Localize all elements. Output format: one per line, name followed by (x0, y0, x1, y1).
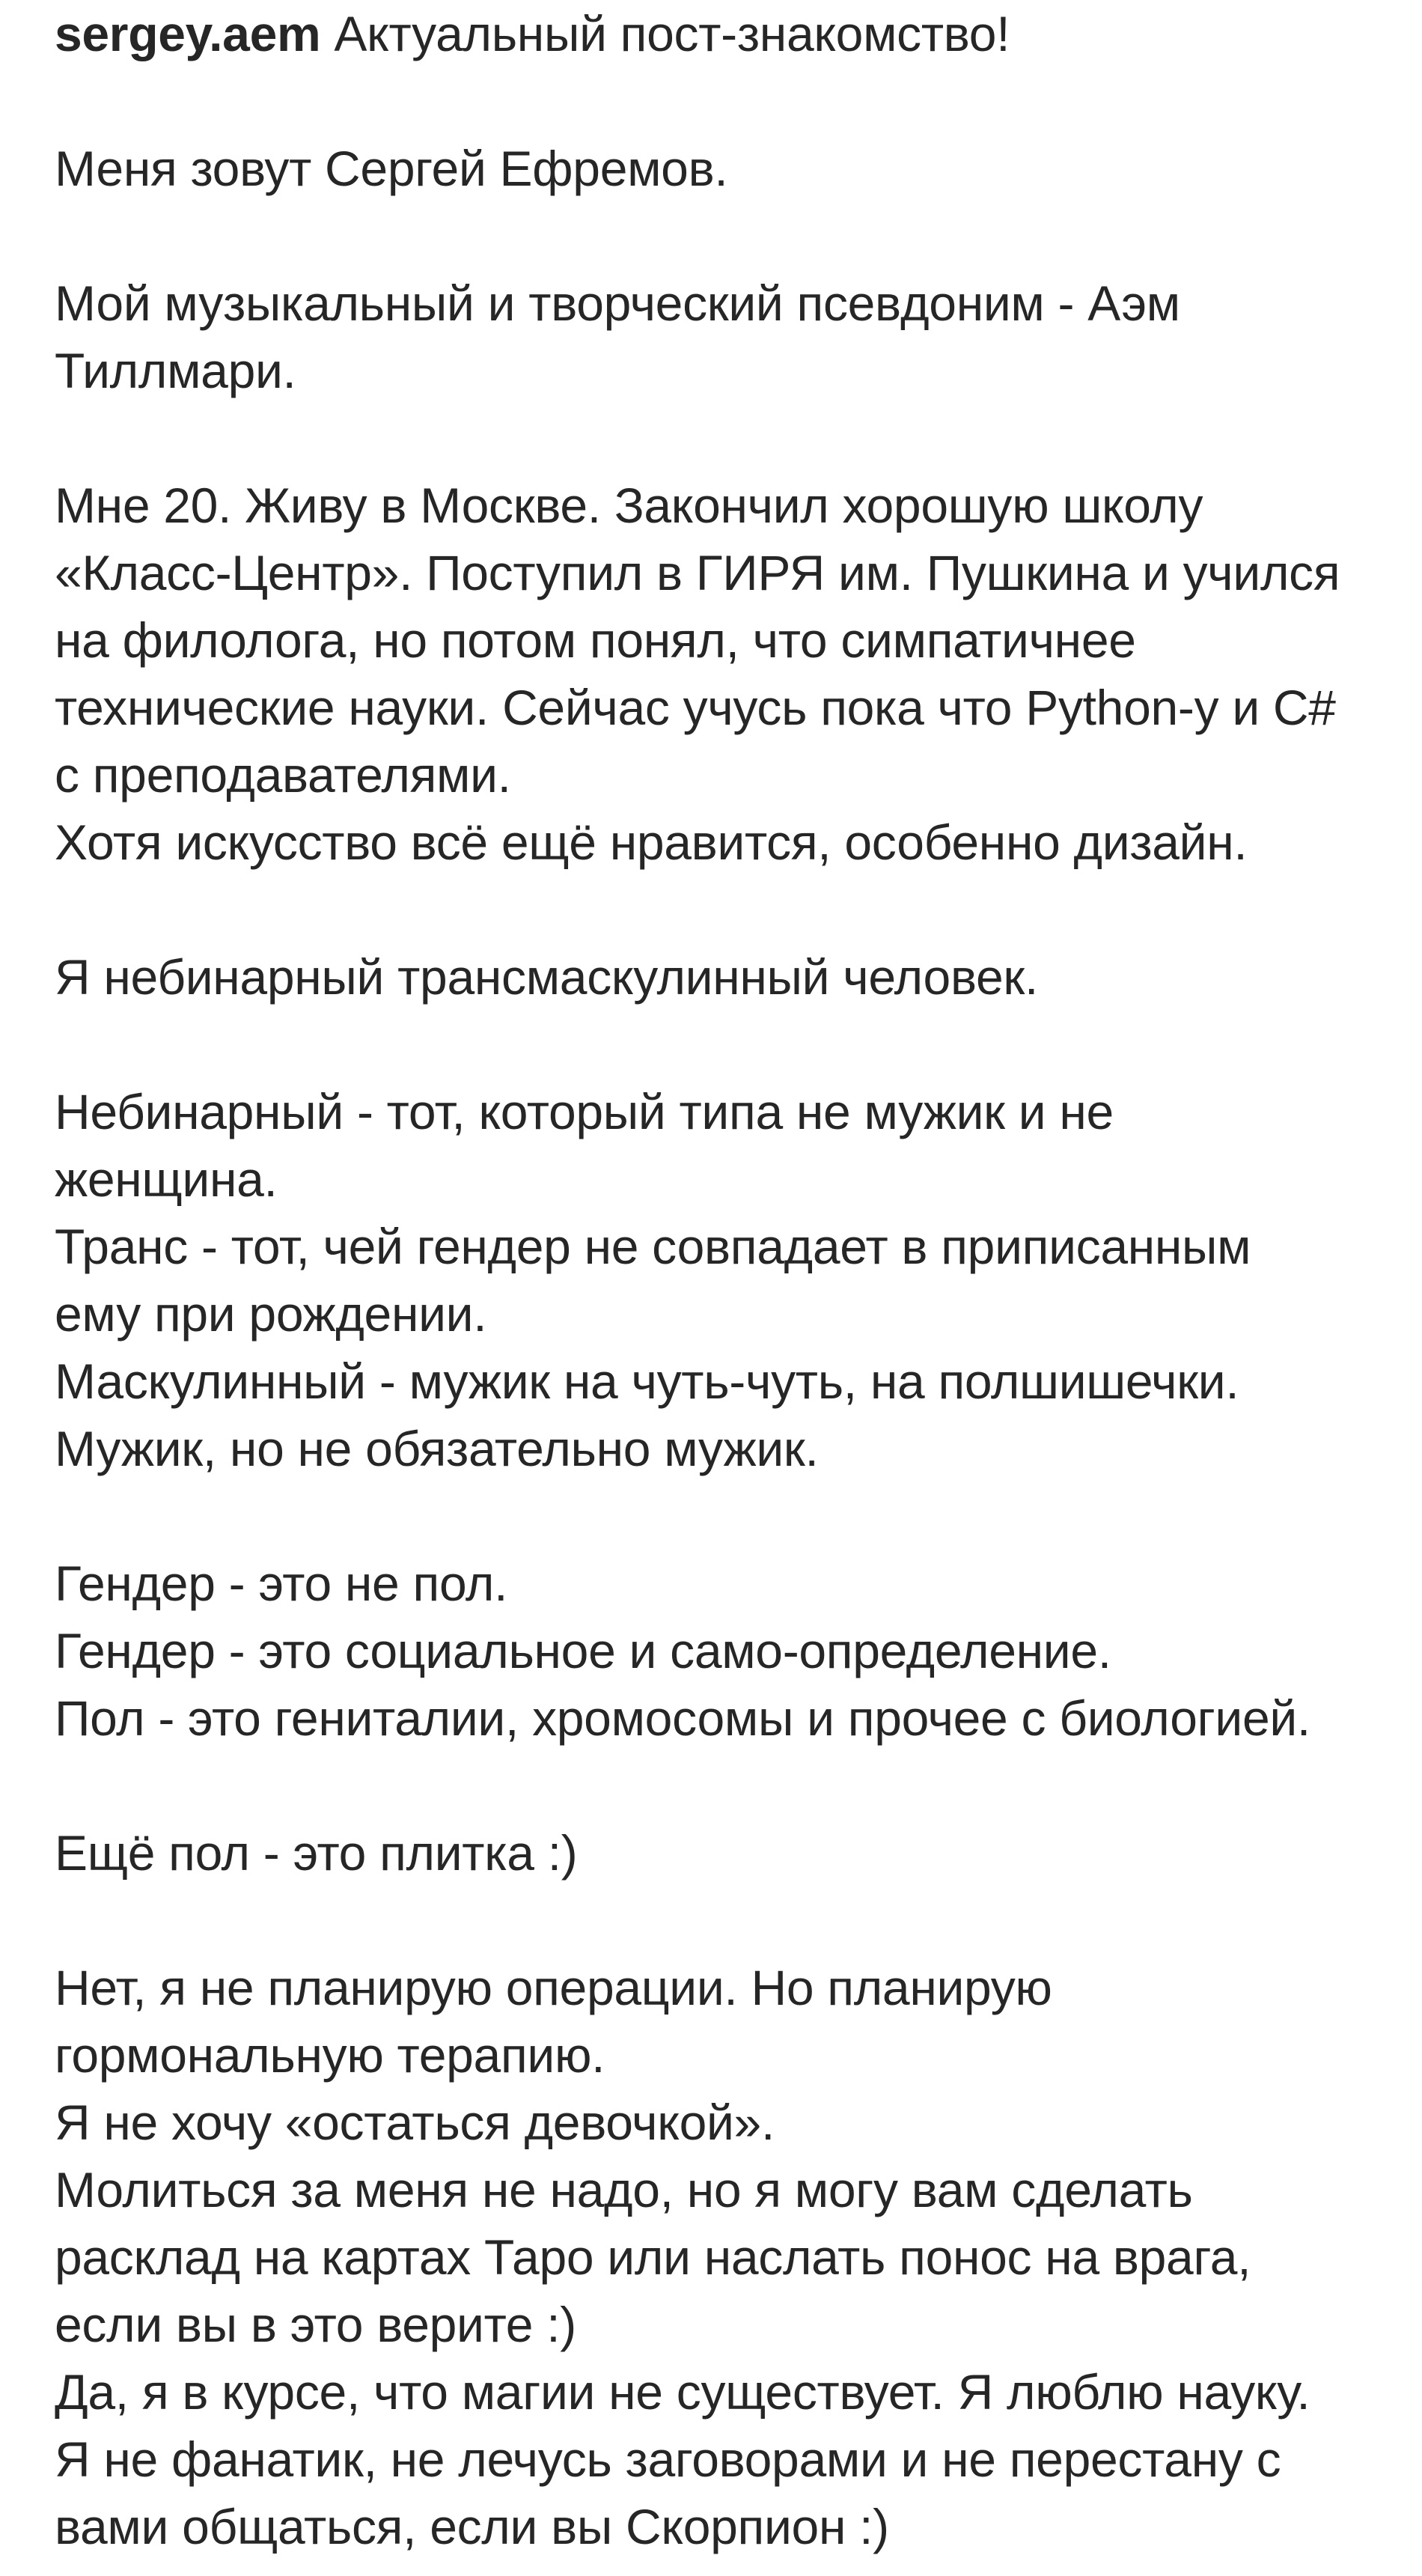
caption-line: вами общаться, если вы Скорпион :) (55, 2499, 889, 2554)
caption-line: Мой музыкальный и творческий псевдоним - Аэм (55, 275, 1180, 331)
caption-line: Я небинарный трансмаскулинный человек. (55, 949, 1038, 1005)
caption-line: Гендер - это социальное и само-определение. (55, 1623, 1111, 1678)
caption-line: Меня зовут Сергей Ефремов. (55, 141, 728, 196)
paragraph-gap (55, 1752, 1402, 1819)
caption-line: Ещё пол - это плитка :) (55, 1825, 578, 1881)
caption-line: ему при рождении. (55, 1286, 487, 1342)
caption-line: технические науки. Сейчас учусь пока что Python-у и C# (55, 680, 1336, 735)
caption-line: Пол - это гениталии, хромосомы и прочее с биологией. (55, 1690, 1310, 1746)
caption-line: Хотя искусство всё ещё нравится, особенно дизайн. (55, 814, 1248, 870)
paragraph-gap (55, 202, 1402, 270)
caption-line: гормональную терапию. (55, 2027, 605, 2083)
caption-line: Молиться за меня не надо, но я могу вам сделать (55, 2162, 1193, 2217)
paragraph-gap (55, 1482, 1402, 1550)
paragraph-gap (55, 1011, 1402, 1078)
caption-line: Я не фанатик, не лечусь заговорами и не перестану с (55, 2432, 1281, 2487)
caption-line: женщина. (55, 1151, 278, 1207)
paragraph-gap (55, 67, 1402, 135)
caption-line: Мне 20. Живу в Москве. Закончил хорошую школу (55, 478, 1203, 533)
caption-line: с преподавателями. (55, 747, 511, 803)
caption-line: Маскулинный - мужик на чуть-чуть, на полшишечки. (55, 1354, 1239, 1409)
username-link[interactable]: sergey.aem (55, 6, 321, 61)
caption-line: Транс - тот, чей гендер не совпадает в приписанным (55, 1219, 1251, 1274)
caption-line: «Класс-Центр». Поступил в ГИРЯ им. Пушкина и учился (55, 545, 1340, 600)
post-title: Актуальный пост-знакомство! (334, 6, 1010, 61)
caption-line: Тиллмари. (55, 343, 296, 398)
paragraph-gap (55, 1887, 1402, 1954)
caption-line: если вы в это верите :) (55, 2297, 576, 2352)
post-caption (55, 0, 1402, 2560)
caption-line: Небинарный - тот, который типа не мужик и не (55, 1084, 1114, 1139)
paragraph-gap (55, 876, 1402, 943)
caption-line: Мужик, но не обязательно мужик. (55, 1421, 819, 1476)
caption-line: Я не хочу «остаться девочкой». (55, 2095, 775, 2150)
caption-line: Да, я в курсе, что магии не существует. Я люблю науку. (55, 2364, 1310, 2420)
caption-line: Гендер - это не пол. (55, 1556, 508, 1611)
caption-line: расклад на картах Таро или наслать понос на врага, (55, 2229, 1251, 2285)
caption-line: на филолога, но потом понял, что симпатичнее (55, 612, 1136, 668)
caption-header-line (55, 0, 1402, 67)
caption-line: Нет, я не планирую операции. Но планирую (55, 1960, 1052, 2015)
paragraph-gap (55, 404, 1402, 472)
